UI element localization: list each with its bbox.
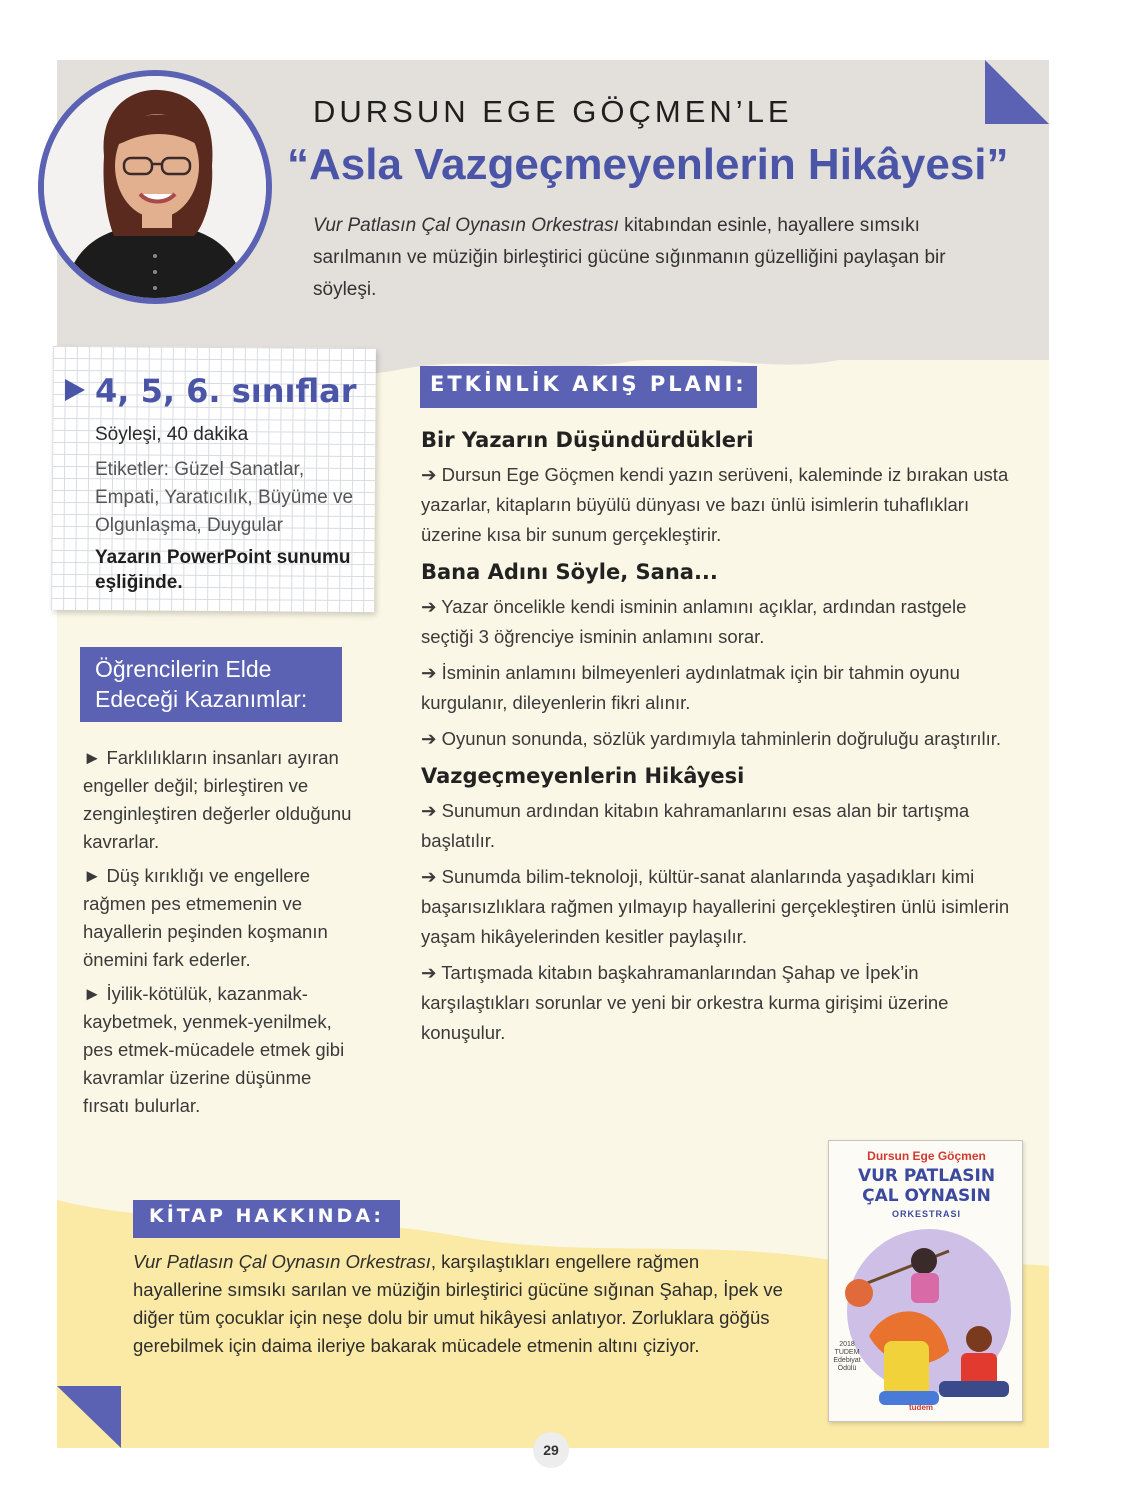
plan-item: ➔ Oyunun sonunda, sözlük yardımıyla tahminlerin doğruluğu araştırılır. [421, 728, 1002, 749]
page-title: “Asla Vazgeçmeyenlerin Hikâyesi” [287, 140, 1009, 189]
corner-triangle-bottom-left [57, 1386, 121, 1448]
plan-section [421, 764, 1011, 1048]
cover-illustration [829, 1221, 1023, 1422]
plan-item: ➔ İsminin anlamını bilmeyenleri aydınlatmak için bir tahmin oyunu kurgulanır, dileyenlerin fikri alınır. [421, 662, 960, 713]
cover-subtitle: ORKESTRASI [891, 1209, 961, 1219]
plan-item: ➔ Sunumun ardından kitabın kahramanlarını esas alan bir tartışma başlatılır. [421, 800, 970, 851]
plan-section [421, 428, 1011, 550]
activity-plan-label: ETKİNLİK AKIŞ PLANI: [420, 366, 757, 408]
gain-item: ► İyilik-kötülük, kazanmak-kaybetmek, yenmek-yenilmek, pes etmek-mücadele etmek gibi kavramlar üzerine düşünme fırsatı bulurlar. [83, 983, 345, 1116]
intro-paragraph [313, 210, 953, 306]
gains-list [83, 744, 353, 1126]
book-description: , karşılaştıkları engellere rağmen hayallerine sımsıkı sarılan ve müziğin birleştirici gücüne sığınan Şahap, İpek ve diğer tüm çocuklar için neşe dolu bir umut hikâyesi anlatıyor. Zorluklara göğüs gerebilmek için daima ileriye bakarak mücadele etmenin altını çiziyor. [133, 1251, 783, 1356]
about-book-text [133, 1248, 783, 1360]
cover-award-badge: 2018 TUDEM Edebiyat Ödülü [833, 1341, 861, 1372]
book-title-italic: Vur Patlasın Çal Oynasın Orkestrası [133, 1251, 431, 1272]
plan-item: ➔ Yazar öncelikle kendi isminin anlamını açıklar, ardından rastgele seçtiği 3 öğrenciye isminin anlamını sorar. [421, 596, 967, 647]
grade-levels [65, 372, 357, 410]
book-cover [828, 1140, 1023, 1422]
plan-section-heading: Bir Yazarın Düşündürdükleri [421, 428, 754, 452]
gain-item: ► Farklılıkların insanları ayıran engeller değil; birleştiren ve zenginleştiren değerler olduğunu kavrarlar. [83, 747, 352, 852]
cover-publisher: tudem [909, 1403, 933, 1412]
plan-item: ➔ Tartışmada kitabın başkahramanlarından Şahap ve İpek’in karşılaştıkları sorunlar ve yeni bir orkestra kurma girişimi üzerine konuşulur. [421, 962, 949, 1043]
cover-author: Dursun Ege Göçmen [867, 1149, 986, 1163]
plan-section-heading: Vazgeçmeyenlerin Hikâyesi [421, 764, 745, 788]
cover-title-line1: VUR PATLASIN [857, 1166, 996, 1186]
duration-text: Söyleşi, 40 dakika [95, 424, 249, 445]
page-kicker: DURSUN EGE GÖÇMEN’LE [313, 94, 793, 129]
play-arrow-icon [65, 379, 85, 401]
plan-section-heading: Bana Adını Söyle, Sana... [421, 560, 718, 584]
activity-plan [421, 428, 1011, 1058]
cover-title [829, 1166, 1023, 1206]
plan-item: ➔ Dursun Ege Göçmen kendi yazın serüveni, kaleminde iz bırakan usta yazarlar, kitapların büyülü dünyası ve bazı ünlü isimlerin tuhaflıkları üzerine kısa bir sunum gerçekleştirir. [421, 464, 1009, 545]
about-book-label: KİTAP HAKKINDA: [133, 1200, 400, 1238]
intro-text: kitabından esinle, hayallere sımsıkı sarılmanın ve müziğin birleştirici gücüne sığınmanın güzelliğini paylaşan bir söyleşi. [313, 215, 946, 300]
gain-item: ► Düş kırıklığı ve engellere rağmen pes etmemenin ve hayallerin peşinden koşmanın önemini fark ederler. [83, 865, 328, 970]
grade-levels-text: 4, 5, 6. sınıflar [95, 372, 357, 410]
corner-triangle-top-right [985, 60, 1049, 124]
gains-heading-line2: Edeceği Kazanımlar: [95, 686, 308, 712]
plan-section [421, 560, 1011, 754]
intro-book-title: Vur Patlasın Çal Oynasın Orkestrası [313, 215, 619, 236]
plan-item: ➔ Sunumda bilim-teknoloji, kültür-sanat alanlarında yaşadıkları kimi başarısızlıklara rağmen yılmayıp hayallerini gerçekleştiren ünlü isimlerin yaşam hikâyelerinden kesitler paylaşılır. [421, 866, 1010, 947]
page-number: 29 [533, 1432, 569, 1468]
cover-title-line2: ÇAL OYNASIN [862, 1186, 991, 1206]
gains-heading-line1: Öğrencilerin Elde [95, 656, 272, 682]
presentation-note: Yazarın PowerPoint sunumu eşliğinde. [95, 547, 351, 593]
tags-text: Etiketler: Güzel Sanatlar, Empati, Yaratıcılık, Büyüme ve Olgunlaşma, Duygular [95, 459, 354, 536]
author-portrait [38, 70, 272, 304]
gains-heading [80, 647, 342, 722]
